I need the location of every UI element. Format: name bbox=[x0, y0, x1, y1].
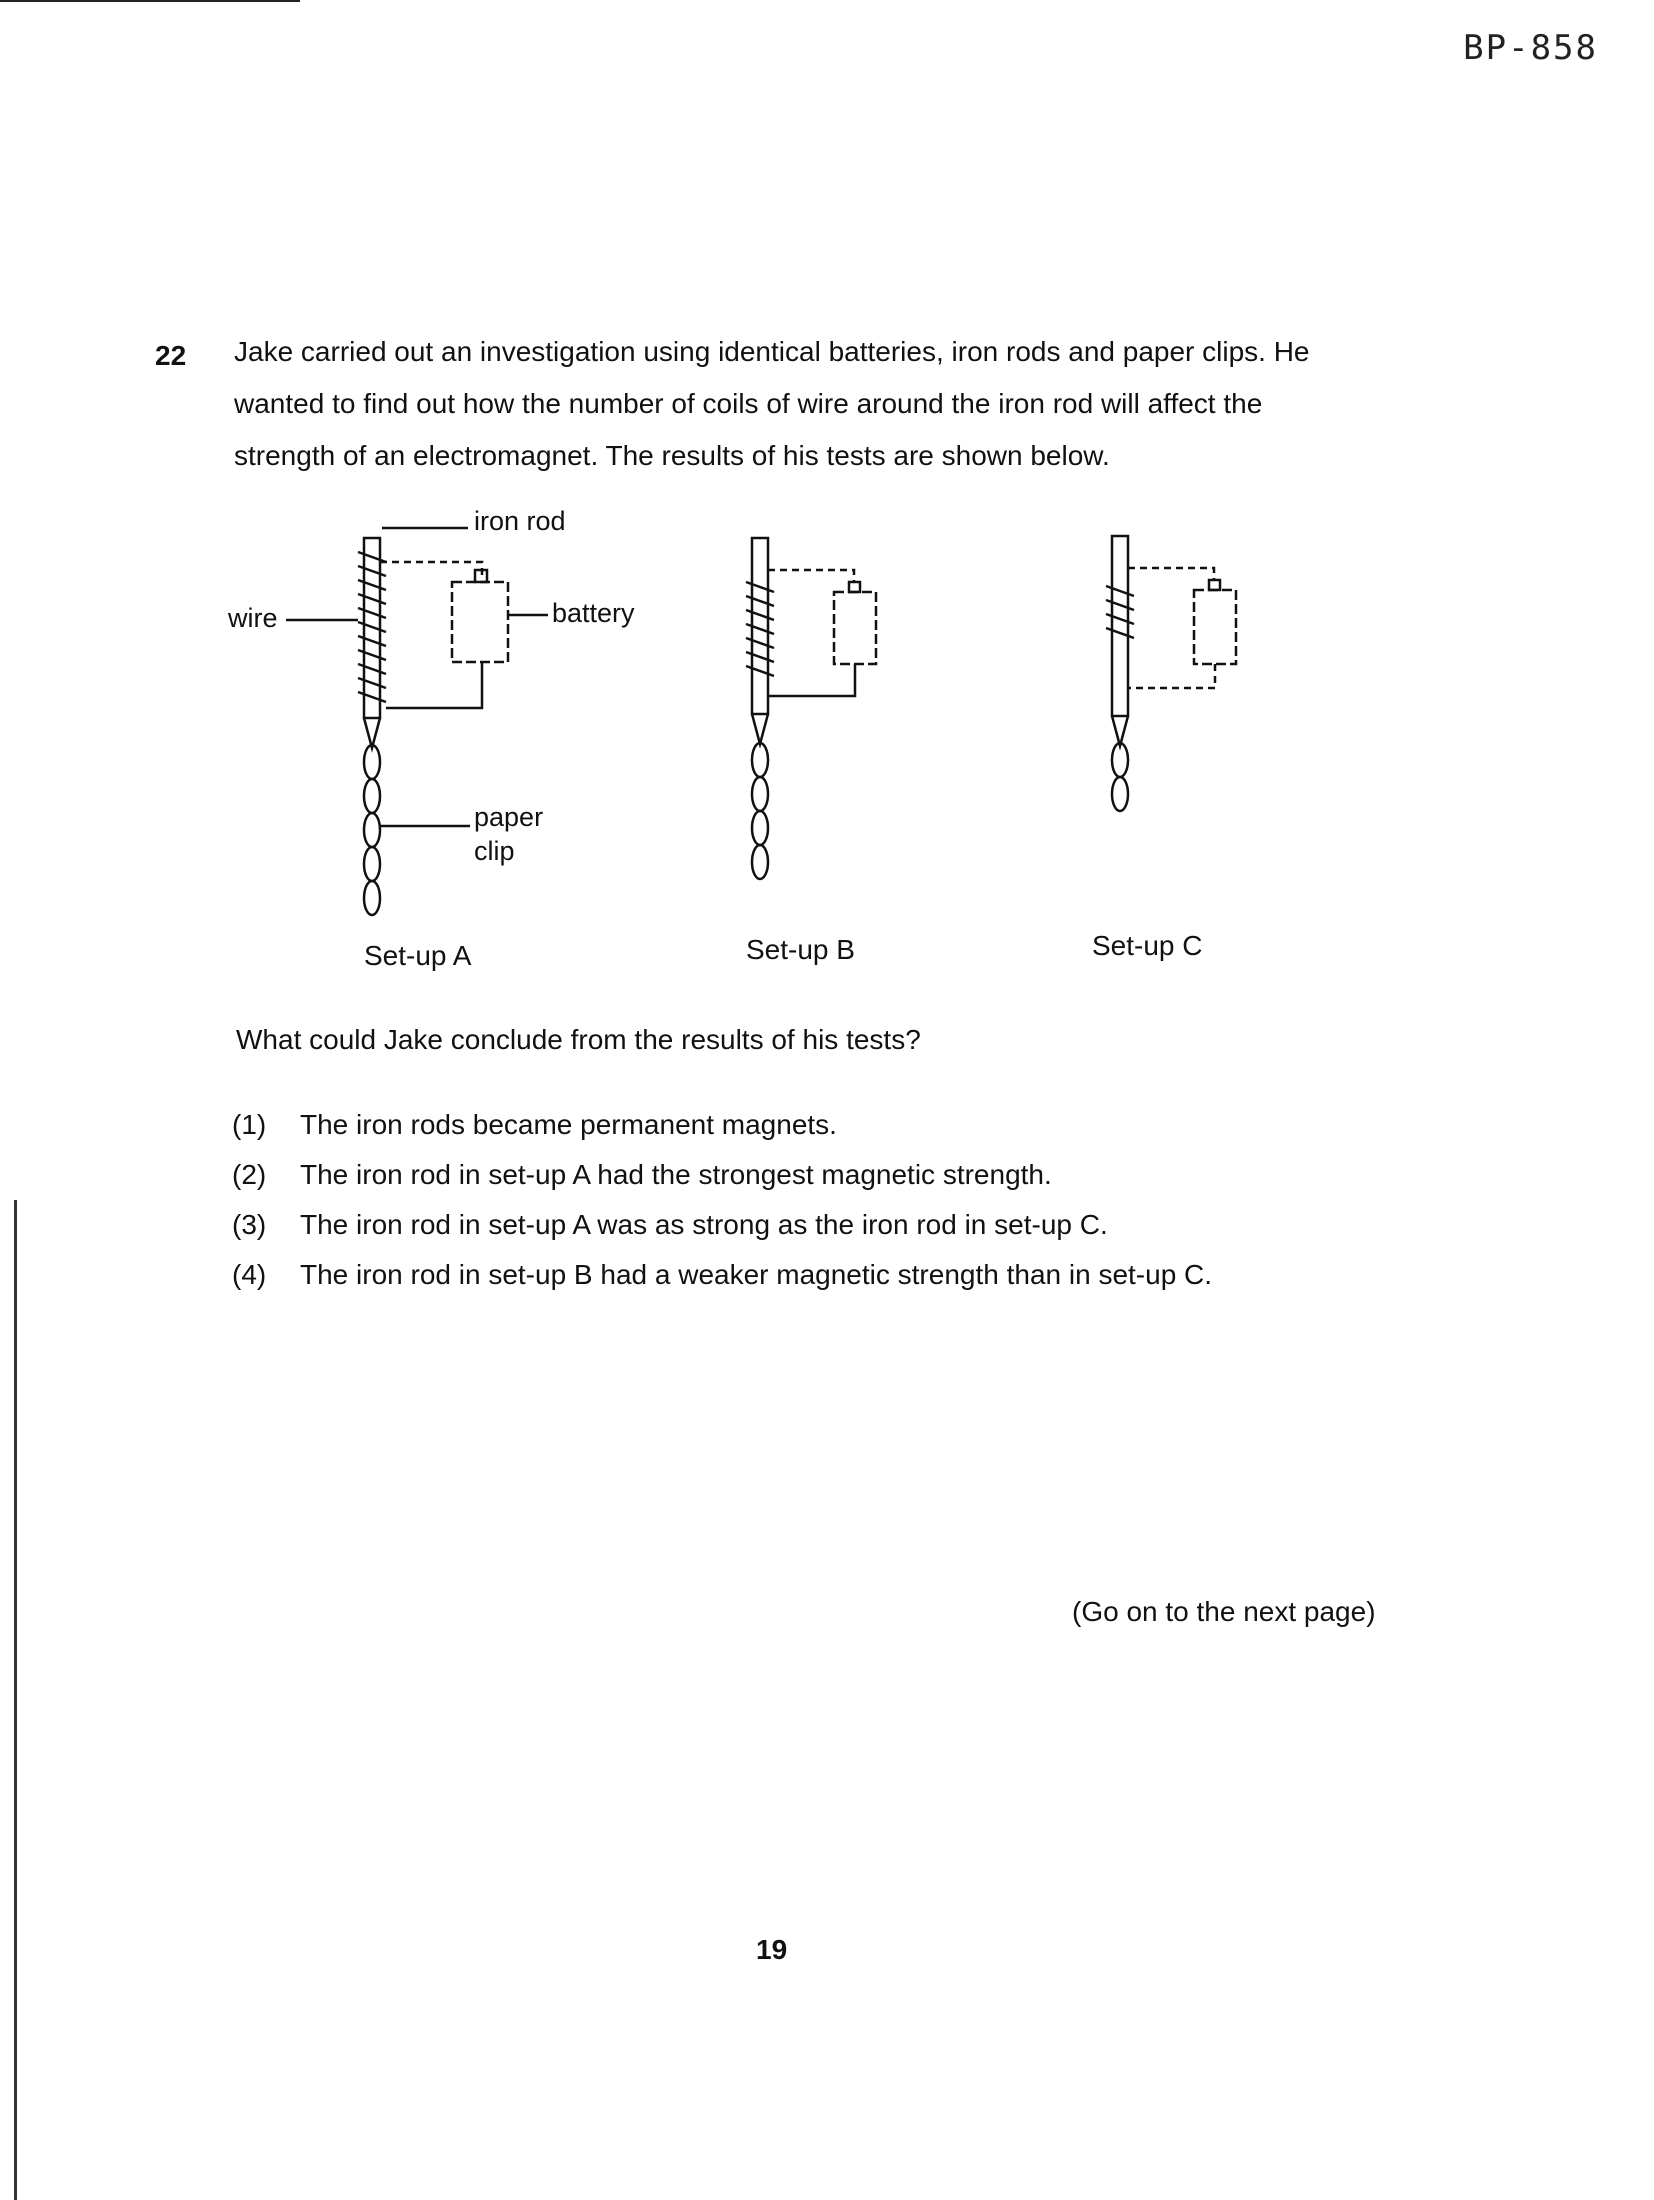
setup-a-bottom-wire bbox=[386, 662, 482, 708]
electromagnet-diagram bbox=[228, 506, 1250, 990]
label-battery: battery bbox=[552, 598, 635, 628]
setup-c-figure bbox=[1106, 536, 1236, 811]
question-line: Jake carried out an investigation using identical batteries, iron rods and paper clips. He bbox=[234, 336, 1310, 367]
setup-c-paper-clips bbox=[1112, 743, 1128, 811]
option-number: (3) bbox=[232, 1209, 267, 1240]
label-iron-rod: iron rod bbox=[474, 506, 566, 536]
setup-c-iron-rod bbox=[1112, 536, 1128, 716]
setup-b-battery bbox=[834, 592, 876, 664]
setup-c-coils bbox=[1106, 586, 1134, 638]
answer-options bbox=[232, 1100, 1212, 1300]
option-2[interactable] bbox=[232, 1150, 1212, 1200]
question-number: 22 bbox=[155, 340, 187, 371]
setup-a-rod-tip bbox=[364, 718, 380, 748]
setup-b-rod-tip bbox=[752, 714, 768, 744]
setup-b-label: Set-up B bbox=[746, 934, 855, 965]
option-text: The iron rod in set-up A was as strong as the iron rod in set-up C. bbox=[300, 1209, 1108, 1240]
setup-c-battery-terminal bbox=[1209, 580, 1220, 590]
question-text bbox=[234, 326, 1384, 482]
question-prompt: What could Jake conclude from the results of his tests? bbox=[236, 1024, 921, 1055]
setup-c-top-wire bbox=[1128, 568, 1214, 580]
option-4[interactable] bbox=[232, 1250, 1212, 1300]
option-number: (2) bbox=[232, 1159, 267, 1190]
setup-b-battery-terminal bbox=[849, 582, 860, 592]
label-paper: paper bbox=[474, 802, 544, 832]
setup-a-battery bbox=[452, 582, 508, 662]
setup-b-figure bbox=[746, 538, 876, 879]
scan-edge-left bbox=[14, 1200, 17, 2200]
setup-a-coils bbox=[358, 552, 386, 702]
setup-a-paper-clips bbox=[364, 745, 380, 915]
setup-b-coils bbox=[746, 582, 774, 676]
setup-b-paper-clips bbox=[752, 743, 768, 879]
label-clip: clip bbox=[474, 836, 515, 866]
page-number: 19 bbox=[756, 1934, 788, 1965]
setup-c-rod-tip bbox=[1112, 716, 1128, 746]
setup-c-bottom-wire bbox=[1128, 664, 1215, 688]
option-text: The iron rod in set-up B had a weaker magnetic strength than in set-up C. bbox=[300, 1259, 1213, 1290]
setup-c-battery bbox=[1194, 590, 1236, 664]
question-line: wanted to find out how the number of coils of wire around the iron rod will affect the bbox=[234, 388, 1263, 419]
next-page-note: (Go on to the next page) bbox=[1072, 1596, 1376, 1627]
setup-b-top-wire bbox=[768, 570, 854, 582]
option-number: (4) bbox=[232, 1259, 267, 1290]
option-number: (1) bbox=[232, 1109, 267, 1140]
option-text: The iron rods became permanent magnets. bbox=[300, 1109, 837, 1140]
question-line: strength of an electromagnet. The results of his tests are shown below. bbox=[234, 440, 1110, 471]
label-wire: wire bbox=[228, 603, 278, 633]
setup-c-label: Set-up C bbox=[1092, 930, 1203, 961]
setup-a-top-wire bbox=[380, 562, 482, 578]
paper-code: BP-858 bbox=[1463, 28, 1598, 68]
setup-a-label: Set-up A bbox=[364, 940, 472, 971]
option-text: The iron rod in set-up A had the strongest magnetic strength. bbox=[300, 1159, 1052, 1190]
setup-b-bottom-wire bbox=[768, 664, 855, 696]
scan-edge-top bbox=[0, 0, 300, 2]
option-3[interactable] bbox=[232, 1200, 1212, 1250]
option-1[interactable] bbox=[232, 1100, 1212, 1150]
